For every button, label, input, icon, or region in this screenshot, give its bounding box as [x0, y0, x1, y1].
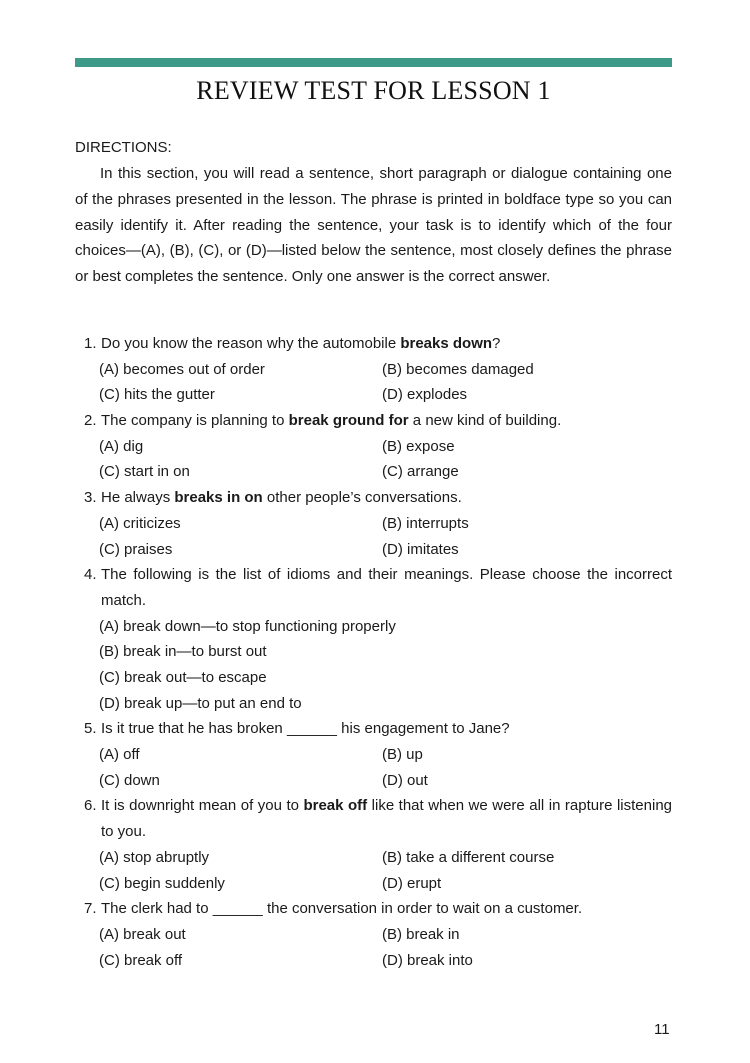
option-a[interactable]: (A) dig	[99, 437, 144, 455]
option-c[interactable]: (C) begin suddenly	[99, 874, 225, 892]
option-row	[75, 434, 672, 460]
page-number: 11	[654, 1021, 670, 1038]
option-row	[75, 537, 672, 563]
question-2	[75, 408, 672, 434]
question-number: 4.	[84, 566, 97, 584]
question-text: Do you know the reason why the automobile breaks down?	[101, 335, 501, 352]
option-d[interactable]: (D) erupt	[382, 874, 442, 892]
option-row	[75, 871, 672, 897]
question-text: The clerk had to ______ the conversation in order to wait on a customer.	[101, 900, 583, 918]
option-a[interactable]: (A) break down—to stop functioning properly	[99, 617, 396, 635]
key-phrase: break off	[303, 797, 368, 815]
option-b[interactable]: (B) take a different course	[382, 848, 555, 866]
question-1	[75, 331, 672, 357]
option-row	[75, 639, 672, 665]
directions-heading: DIRECTIONS:	[75, 139, 172, 156]
question-4	[75, 562, 672, 613]
option-b[interactable]: (B) expose	[382, 437, 455, 455]
option-a[interactable]: (A) becomes out of order	[99, 360, 265, 378]
option-d[interactable]: (D) break into	[382, 951, 473, 969]
option-row	[75, 845, 672, 871]
option-row	[75, 614, 672, 640]
option-d[interactable]: (D) out	[382, 771, 428, 789]
question-number: 1.	[84, 335, 97, 352]
question-6	[75, 793, 672, 844]
option-c[interactable]: (C) break off	[99, 951, 183, 969]
option-row	[75, 691, 672, 717]
option-b[interactable]: (B) interrupts	[382, 514, 469, 532]
key-phrase: breaks in on	[174, 489, 263, 507]
option-a[interactable]: (A) criticizes	[99, 514, 181, 532]
option-b[interactable]: (B) break in	[382, 925, 460, 943]
question-list	[75, 331, 672, 973]
question-7	[75, 896, 672, 922]
question-3	[75, 485, 672, 511]
option-d[interactable]: (C) arrange	[382, 463, 459, 481]
option-c[interactable]: (C) hits the gutter	[99, 386, 215, 404]
question-text: The company is planning to break ground for a new kind of building.	[101, 412, 562, 430]
directions-text: In this section, you will read a sentence, short paragraph or dialogue containing one of the phrases presented in the lesson. The phrase is printed in boldface type so you can easily identify it. After reading the sentence, your task is to identify which of the four choices—(A), (B), (C), or (D)—listed below the sentence, most closely defines the phrase or best completes the sentence. Only one answer is the correct answer.	[75, 165, 672, 286]
option-b[interactable]: (B) up	[382, 746, 423, 764]
question-number: 7.	[84, 900, 97, 918]
question-number: 3.	[84, 489, 97, 507]
option-row	[75, 382, 672, 408]
question-number: 5.	[84, 720, 97, 738]
option-b[interactable]: (B) break in—to burst out	[99, 643, 267, 661]
option-d[interactable]: (D) imitates	[382, 540, 459, 558]
option-row	[75, 511, 672, 537]
option-a[interactable]: (A) off	[99, 746, 140, 764]
question-text: He always breaks in on other people’s conversations.	[101, 489, 462, 507]
option-row	[75, 948, 672, 974]
option-c[interactable]: (C) start in on	[99, 463, 190, 481]
question-text: It is downright mean of you to break off like that when we were all in rapture listening to you.	[101, 797, 672, 841]
option-d[interactable]: (D) break up—to put an end to	[99, 694, 302, 712]
option-row	[75, 922, 672, 948]
question-number: 2.	[84, 412, 97, 430]
option-a[interactable]: (A) break out	[99, 925, 186, 943]
question-text: The following is the list of idioms and their meanings. Please choose the incorrect match.	[101, 566, 672, 609]
key-phrase: break ground for	[288, 412, 409, 430]
option-row	[75, 459, 672, 485]
option-c[interactable]: (C) praises	[99, 540, 173, 558]
option-row	[75, 768, 672, 794]
question-text: Is it true that he has broken ______ his engagement to Jane?	[101, 720, 510, 738]
option-a[interactable]: (A) stop abruptly	[99, 848, 210, 866]
option-c[interactable]: (C) break out—to escape	[99, 668, 267, 686]
option-row	[75, 742, 672, 768]
option-c[interactable]: (C) down	[99, 771, 160, 789]
key-phrase: breaks down	[400, 335, 493, 352]
option-b[interactable]: (B) becomes damaged	[382, 360, 534, 378]
option-row	[75, 357, 672, 383]
question-5	[75, 716, 672, 742]
header-accent-bar	[75, 58, 672, 67]
page-title: REVIEW TEST FOR LESSON 1	[196, 76, 551, 105]
question-number: 6.	[84, 797, 97, 815]
option-row	[75, 665, 672, 691]
option-d[interactable]: (D) explodes	[382, 386, 468, 404]
